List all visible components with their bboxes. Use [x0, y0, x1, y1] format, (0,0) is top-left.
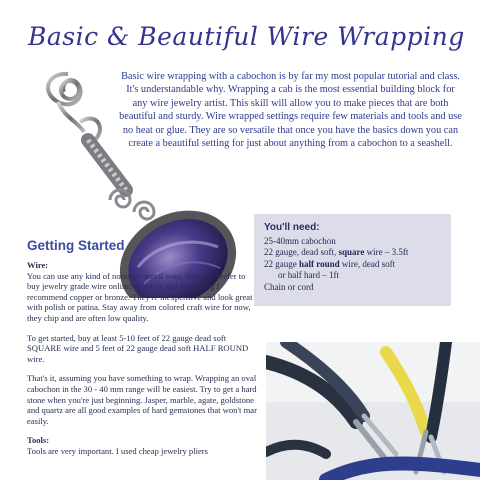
page-title: Basic & Beautiful Wire Wrapping: [28, 22, 465, 51]
pliers-photo: [266, 342, 480, 480]
section-heading: Getting Started: [27, 238, 125, 253]
intro-paragraph: Basic wire wrapping with a cabochon is by far my most popular tutorial and class. It's understandable why. Wrapping a cab is the most essential building block for any wire jewelry artist. This skill will allow you to make pieces that are both beautiful and sturdy. Wire wrapped settings require few materials and tools and use no heat or glue. They are so versatile that once you have the basics down you can create a beautiful setting for just about anything from a cabochon to a seashell.: [119, 71, 462, 150]
supply-item: 25-40mm cabochon: [264, 235, 336, 246]
tools-heading: Tools:: [27, 435, 50, 446]
tools-paragraph: Tools: Tools are very important. I used cheap jewelry pliers: [27, 435, 258, 456]
wire-paragraph: Wire: You can use any kind of nontoxic metal wire, though I prefer to buy jewelry grade wire online. If you're just beginning I recommend copper or bronze. They're inexpensive and look great with polish or patina. Stay away from colored craft wire for now, they chip and are often low quality.: [27, 260, 258, 324]
wire-paragraph-3: That's it, assuming you have something to wrap. Wrapping an oval cabochon in the 30 - 40 mm range will be easiest. Try to get a hard stone when you're just beginning. Jasper, marble, agate, goldstone and quartz are all good examples of hard gemstones that won't mar easily.: [27, 373, 257, 426]
supplies-heading: You'll need:: [264, 222, 320, 233]
supplies-box: [254, 214, 451, 306]
body-text: [27, 260, 258, 466]
supply-item: 22 gauge half round wire, dead soft: [264, 258, 396, 269]
supply-item: or half hard – 1ft: [278, 270, 339, 281]
wire-paragraph-2: To get started, buy at least 5-10 feet of 22 gauge dead soft SQUARE wire and 5 feet of 22 gauge dead soft HALF ROUND wire.: [27, 332, 249, 364]
intro-text: [118, 70, 463, 150]
supply-item: Chain or cord: [264, 281, 314, 292]
wire-heading: Wire:: [27, 260, 49, 270]
supply-item: 22 gauge, dead soft, square wire – 3.5ft: [264, 247, 409, 258]
